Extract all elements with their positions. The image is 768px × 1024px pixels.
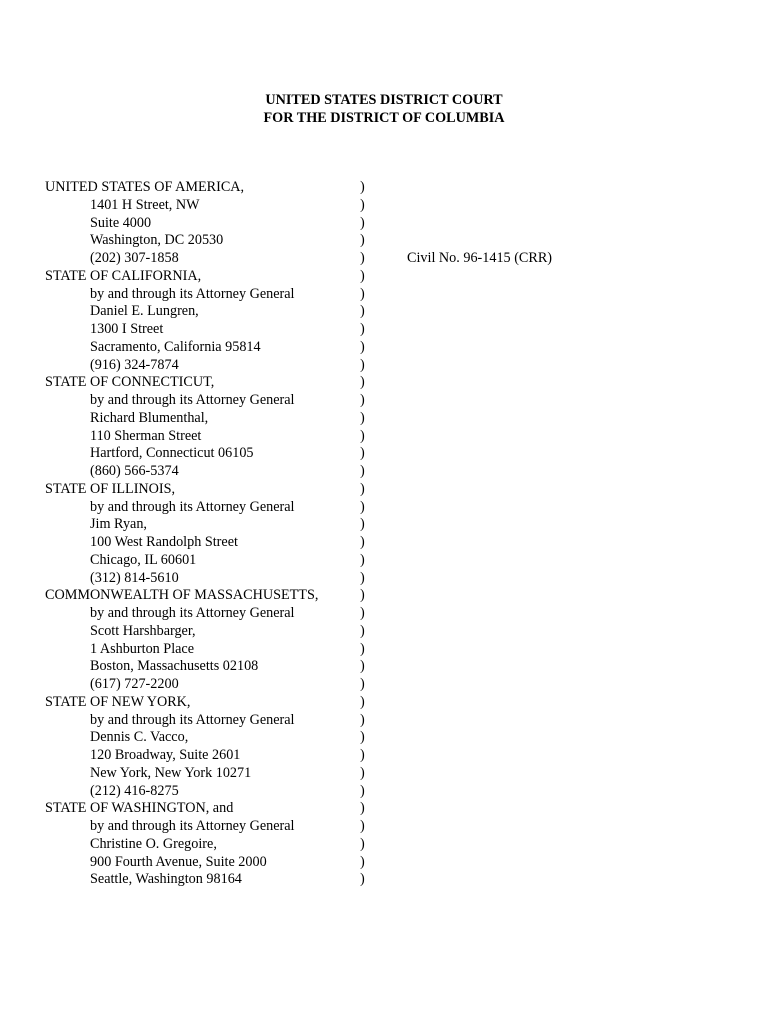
party-detail-line: 1401 H Street, NW [90, 196, 200, 213]
caption-paren: ) [360, 214, 365, 231]
caption-row [45, 641, 745, 659]
caption-paren: ) [360, 427, 365, 444]
party-detail-line: 1300 I Street [90, 321, 164, 337]
caption-row [45, 836, 745, 854]
caption-row [45, 676, 745, 694]
caption-paren: ) [360, 551, 365, 568]
caption-paren: ) [360, 250, 365, 266]
party-detail-line: Daniel E. Lungren, [90, 303, 199, 320]
caption-paren: ) [360, 498, 365, 515]
party-detail-line: 1 Ashburton Place [90, 640, 195, 657]
caption-row [45, 605, 745, 623]
case-number: Civil No. 96-1415 (CRR) [407, 250, 553, 266]
party-detail-line: 900 Fourth Avenue, Suite 2000 [90, 853, 267, 870]
party-detail-line: by and through its Attorney General [90, 392, 295, 408]
party-detail-line: Boston, Massachusetts 02108 [90, 658, 259, 675]
caption-paren: ) [360, 605, 365, 621]
caption-row [45, 623, 745, 641]
caption-paren: ) [360, 640, 365, 657]
caption-paren: ) [360, 835, 365, 852]
caption-paren: ) [360, 764, 365, 781]
caption-paren: ) [360, 285, 365, 302]
caption-paren: ) [360, 729, 365, 746]
caption-row [45, 694, 745, 712]
caption-paren: ) [360, 587, 365, 604]
caption-paren: ) [360, 693, 365, 710]
caption-row [45, 197, 745, 215]
party-detail-line: Washington, DC 20530 [90, 232, 224, 249]
party-detail-line: Scott Harshbarger, [90, 622, 196, 639]
caption-row [45, 783, 745, 801]
caption-paren: ) [360, 871, 365, 888]
caption-paren: ) [360, 569, 365, 586]
caption-paren: ) [360, 445, 365, 462]
caption-paren: ) [360, 303, 365, 320]
party-detail-line: Chicago, IL 60601 [90, 551, 197, 568]
caption-row [45, 729, 745, 747]
caption-paren: ) [360, 516, 365, 533]
caption-row [45, 428, 745, 446]
caption-row [45, 570, 745, 588]
caption-row [45, 268, 745, 286]
party-detail-line: New York, New York 10271 [90, 764, 252, 781]
caption-row [45, 800, 745, 818]
caption-row [45, 818, 745, 836]
party-detail-line: by and through its Attorney General [90, 605, 295, 621]
caption-paren: ) [360, 338, 365, 355]
caption-paren: ) [360, 374, 365, 391]
caption-paren: ) [360, 409, 365, 426]
party-detail-line: (860) 566-5374 [90, 463, 179, 479]
court-header [0, 91, 768, 127]
party-detail-line: Jim Ryan, [90, 516, 147, 533]
caption-row [45, 215, 745, 233]
caption-paren: ) [360, 267, 365, 284]
caption-row [45, 534, 745, 552]
caption-paren: ) [360, 622, 365, 639]
caption-paren: ) [360, 800, 365, 817]
caption-row [45, 357, 745, 375]
caption-row [45, 374, 745, 392]
caption-paren: ) [360, 711, 365, 728]
caption-row [45, 445, 745, 463]
caption-row [45, 232, 745, 250]
caption-row [45, 516, 745, 534]
caption-paren: ) [360, 232, 365, 249]
caption-paren: ) [360, 853, 365, 870]
caption-row [45, 552, 745, 570]
party-detail-line: by and through its Attorney General [90, 285, 295, 302]
caption-paren: ) [360, 676, 365, 692]
party-name: STATE OF ILLINOIS, [45, 480, 176, 497]
caption-paren: ) [360, 321, 365, 337]
party-detail-line: (212) 416-8275 [90, 782, 179, 799]
party-detail-line: 100 West Randolph Street [90, 534, 238, 550]
caption-paren: ) [360, 480, 365, 497]
caption-row [45, 250, 745, 268]
caption-paren: ) [360, 658, 365, 675]
party-detail-line: Richard Blumenthal, [90, 409, 209, 426]
caption-paren: ) [360, 818, 365, 834]
party-name: STATE OF WASHINGTON, and [45, 800, 234, 817]
caption-row [45, 587, 745, 605]
caption-row [45, 871, 745, 889]
caption-paren: ) [360, 782, 365, 799]
caption-row [45, 463, 745, 481]
party-detail-line: 110 Sherman Street [90, 427, 202, 444]
caption-row [45, 765, 745, 783]
caption-paren: ) [360, 534, 365, 550]
caption-row [45, 286, 745, 304]
caption-row [45, 179, 745, 197]
case-caption [45, 179, 745, 889]
caption-paren: ) [360, 196, 365, 213]
caption-paren: ) [360, 463, 365, 479]
party-detail-line: Christine O. Gregoire, [90, 835, 217, 852]
court-district: FOR THE DISTRICT OF COLUMBIA [263, 110, 505, 126]
caption-row [45, 747, 745, 765]
party-detail-line: by and through its Attorney General [90, 498, 295, 515]
party-detail-line: (202) 307-1858 [90, 250, 179, 266]
party-detail-line: by and through its Attorney General [90, 818, 295, 834]
party-detail-line: Hartford, Connecticut 06105 [90, 445, 254, 462]
party-detail-line: 120 Broadway, Suite 2601 [90, 747, 241, 763]
caption-row [45, 854, 745, 872]
party-detail-line: (617) 727-2200 [90, 676, 179, 692]
party-name: STATE OF CALIFORNIA, [45, 267, 202, 284]
party-name: STATE OF NEW YORK, [45, 693, 191, 710]
party-detail-line: (312) 814-5610 [90, 569, 179, 586]
caption-paren: ) [360, 747, 365, 763]
caption-paren: ) [360, 179, 365, 195]
party-detail-line: Seattle, Washington 98164 [90, 871, 242, 888]
caption-row [45, 658, 745, 676]
caption-row [45, 321, 745, 339]
caption-row [45, 339, 745, 357]
party-detail-line: Suite 4000 [90, 214, 152, 231]
party-name: UNITED STATES OF AMERICA, [45, 179, 245, 195]
party-name: STATE OF CONNECTICUT, [45, 374, 215, 391]
party-detail-line: (916) 324-7874 [90, 356, 179, 373]
caption-row [45, 303, 745, 321]
party-name: COMMONWEALTH OF MASSACHUSETTS, [45, 587, 319, 604]
caption-row [45, 481, 745, 499]
caption-row [45, 392, 745, 410]
party-detail-line: by and through its Attorney General [90, 711, 295, 728]
court-name: UNITED STATES DISTRICT COURT [265, 92, 503, 108]
party-detail-line: Dennis C. Vacco, [90, 729, 189, 746]
caption-paren: ) [360, 356, 365, 373]
caption-paren: ) [360, 392, 365, 408]
caption-row [45, 410, 745, 428]
party-detail-line: Sacramento, California 95814 [90, 338, 261, 355]
caption-row [45, 712, 745, 730]
caption-row [45, 499, 745, 517]
